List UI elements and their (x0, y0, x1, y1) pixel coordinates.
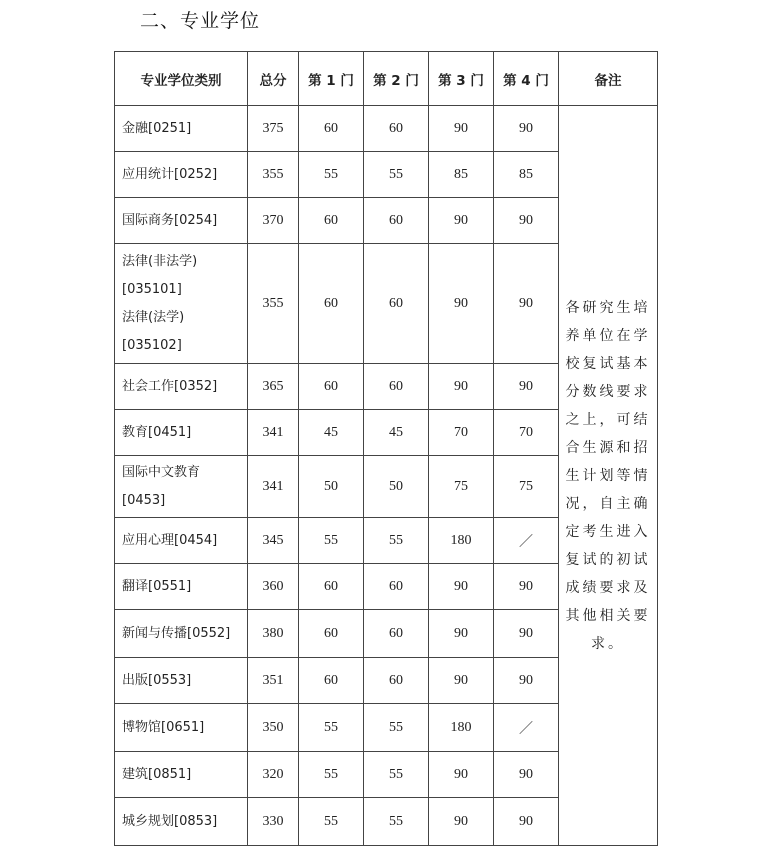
subject-score-cell: 90 (429, 658, 494, 704)
category-cell: 金融[0251] (115, 106, 248, 152)
subject-score-cell: 90 (494, 610, 559, 658)
category-cell: 应用心理[0454] (115, 518, 248, 564)
header-note: 备注 (559, 52, 658, 106)
total-score-cell: 341 (248, 410, 299, 456)
total-score-cell: 375 (248, 106, 299, 152)
subject-score-cell: 55 (299, 798, 364, 846)
total-score-cell: 355 (248, 244, 299, 364)
score-table (114, 51, 658, 846)
subject-score-cell: 60 (299, 244, 364, 364)
total-score-cell: 320 (248, 752, 299, 798)
subject-score-cell: 90 (429, 564, 494, 610)
subject-score-cell: 75 (429, 456, 494, 518)
category-cell: 出版[0553] (115, 658, 248, 704)
category-line: [0453] (122, 492, 166, 508)
header-subject-2: 第 2 门 (364, 52, 429, 106)
subject-score-cell: 55 (364, 518, 429, 564)
subject-score-cell: 90 (429, 198, 494, 244)
section-title: 二、专业学位 (140, 10, 261, 32)
header-subject-3: 第 3 门 (429, 52, 494, 106)
subject-score-cell: 60 (299, 658, 364, 704)
subject-score-cell: 60 (299, 106, 364, 152)
header-subject-1: 第 1 门 (299, 52, 364, 106)
subject-score-cell: 55 (299, 704, 364, 752)
total-score-cell: 365 (248, 364, 299, 410)
subject-score-cell: 50 (299, 456, 364, 518)
subject-score-cell: 90 (494, 106, 559, 152)
subject-score-cell: 70 (429, 410, 494, 456)
subject-score-cell: 70 (494, 410, 559, 456)
subject-score-cell: 90 (429, 244, 494, 364)
subject-score-cell: 60 (299, 564, 364, 610)
subject-score-cell: 90 (429, 752, 494, 798)
subject-score-cell: ／ (494, 518, 559, 564)
subject-score-cell: 90 (494, 198, 559, 244)
subject-score-cell: 90 (494, 564, 559, 610)
category-cell (115, 244, 248, 364)
total-score-cell: 355 (248, 152, 299, 198)
category-cell: 国际商务[0254] (115, 198, 248, 244)
subject-score-cell: 55 (364, 752, 429, 798)
subject-score-cell: 60 (364, 198, 429, 244)
category-line: [035102] (122, 337, 182, 353)
subject-score-cell: 90 (494, 658, 559, 704)
subject-score-cell: 90 (494, 244, 559, 364)
subject-score-cell: ／ (494, 704, 559, 752)
header-total: 总分 (248, 52, 299, 106)
subject-score-cell: 60 (299, 610, 364, 658)
subject-score-cell: 60 (299, 198, 364, 244)
header-category: 专业学位类别 (115, 52, 248, 106)
total-score-cell: 370 (248, 198, 299, 244)
category-line: [035101] (122, 281, 182, 297)
total-score-cell: 351 (248, 658, 299, 704)
subject-score-cell: 90 (429, 106, 494, 152)
subject-score-cell: 90 (429, 798, 494, 846)
subject-score-cell: 60 (364, 610, 429, 658)
subject-score-cell: 75 (494, 456, 559, 518)
category-cell: 教育[0451] (115, 410, 248, 456)
total-score-cell: 330 (248, 798, 299, 846)
subject-score-cell: 55 (364, 704, 429, 752)
table-row (115, 106, 658, 152)
header-subject-4: 第 4 门 (494, 52, 559, 106)
category-cell: 应用统计[0252] (115, 152, 248, 198)
category-cell: 翻译[0551] (115, 564, 248, 610)
subject-score-cell: 90 (494, 752, 559, 798)
subject-score-cell: 90 (494, 364, 559, 410)
subject-score-cell: 55 (299, 152, 364, 198)
total-score-cell: 345 (248, 518, 299, 564)
total-score-cell: 341 (248, 456, 299, 518)
subject-score-cell: 85 (429, 152, 494, 198)
subject-score-cell: 90 (494, 798, 559, 846)
subject-score-cell: 45 (364, 410, 429, 456)
subject-score-cell: 60 (364, 244, 429, 364)
header-row (115, 52, 658, 106)
category-cell: 城乡规划[0853] (115, 798, 248, 846)
subject-score-cell: 85 (494, 152, 559, 198)
category-cell (115, 456, 248, 518)
subject-score-cell: 60 (299, 364, 364, 410)
subject-score-cell: 60 (364, 364, 429, 410)
subject-score-cell: 60 (364, 106, 429, 152)
subject-score-cell: 55 (364, 152, 429, 198)
category-cell: 新闻与传播[0552] (115, 610, 248, 658)
subject-score-cell: 60 (364, 564, 429, 610)
subject-score-cell: 55 (299, 518, 364, 564)
subject-score-cell: 180 (429, 704, 494, 752)
category-cell: 建筑[0851] (115, 752, 248, 798)
total-score-cell: 380 (248, 610, 299, 658)
subject-score-cell: 60 (364, 658, 429, 704)
subject-score-cell: 90 (429, 610, 494, 658)
subject-score-cell: 180 (429, 518, 494, 564)
subject-score-cell: 50 (364, 456, 429, 518)
category-cell: 社会工作[0352] (115, 364, 248, 410)
table-body (115, 106, 658, 846)
subject-score-cell: 45 (299, 410, 364, 456)
subject-score-cell: 55 (299, 752, 364, 798)
category-line: 法律(非法学) (122, 253, 198, 269)
category-cell: 博物馆[0651] (115, 704, 248, 752)
subject-score-cell: 90 (429, 364, 494, 410)
note-cell: 各研究生培养单位在学校复试基本分数线要求之上，可结合生源和招生计划等情况，自主确定考生进入复试的初试成绩要求及其他相关要求。 (559, 106, 658, 846)
total-score-cell: 360 (248, 564, 299, 610)
category-line: 法律(法学) (122, 309, 185, 325)
subject-score-cell: 55 (364, 798, 429, 846)
category-line: 国际中文教育 (122, 464, 201, 480)
total-score-cell: 350 (248, 704, 299, 752)
